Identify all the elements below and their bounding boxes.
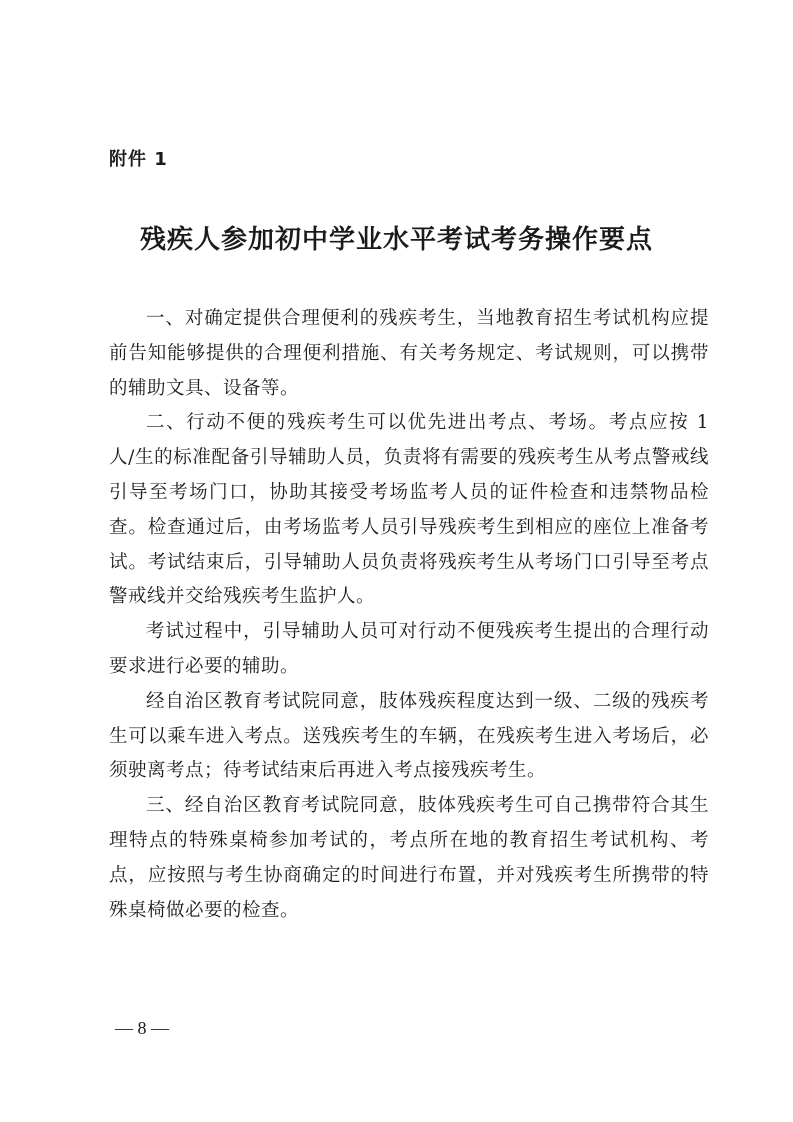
paragraph-4: 经自治区教育考试院同意，肢体残疾程度达到一级、二级的残疾考生可以乘车进入考点。送残疾考生的车辆，在残疾考生进入考场后，必须驶离考点；待考试结束后再进入考点接残疾考生。 [109, 690, 709, 782]
attachment-label: 附件 1 [109, 149, 168, 170]
document-title: 残疾人参加初中学业水平考试考务操作要点 [139, 225, 653, 255]
document-body [109, 302, 709, 928]
page-number: — 8 — [115, 1018, 169, 1038]
paragraph-2: 二、行动不便的残疾考生可以优先进出考点、考场。考点应按 1 人/生的标准配备引导辅助人员，负责将有需要的残疾考生从考点警戒线引导至考场门口，协助其接受考场监考人员的证件检查和违禁物品检查。检查通过后，由考场监考人员引导残疾考生到相应的座位上准备考试。考试结束后，引导辅助人员负责将残疾考生从考场门口引导至考点警戒线并交给残疾考生监护人。 [109, 412, 709, 608]
paragraph-1: 一、对确定提供合理便利的残疾考生，当地教育招生考试机构应提前告知能够提供的合理便利措施、有关考务规定、考试规则，可以携带的辅助文具、设备等。 [109, 308, 709, 399]
paragraph-5: 三、经自治区教育考试院同意，肢体残疾考生可自己携带符合其生理特点的特殊桌椅参加考试的，考点所在地的教育招生考试机构、考点，应按照与考生协商确定的时间进行布置，并对残疾考生所携带的特殊桌椅做必要的检查。 [109, 795, 709, 921]
paragraph-3: 考试过程中，引导辅助人员可对行动不便残疾考生提出的合理行动要求进行必要的辅助。 [109, 621, 709, 677]
